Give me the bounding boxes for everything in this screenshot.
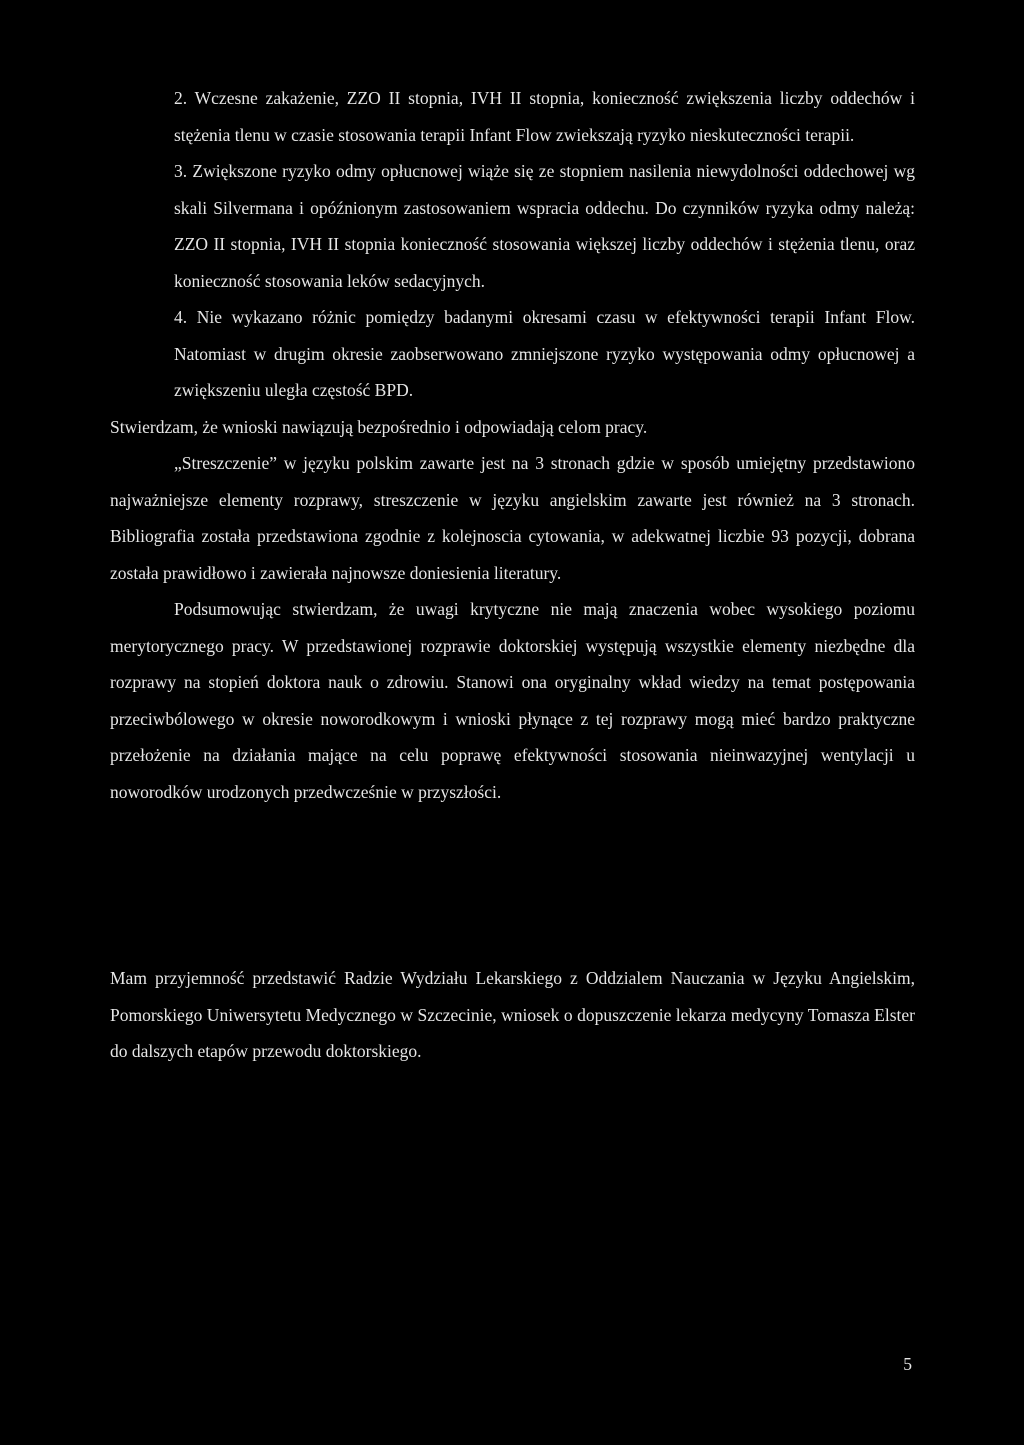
conclusion-item-2: 2. Wczesne zakażenie, ZZO II stopnia, IVH II stopnia, konieczność zwiększenia liczby oddechów i stężenia tlenu w czasie stosowania terapii Infant Flow zwiekszają ryzyko nieskuteczności terapii.: [174, 88, 915, 145]
conclusions-list: [110, 80, 915, 810]
conclusions-statement: Stwierdzam, że wnioski nawiązują bezpośrednio i odpowiadają celom pracy.: [110, 416, 648, 437]
page-number: 5: [903, 1354, 912, 1374]
final-request-block: [110, 960, 915, 1070]
final-request-paragraph: Mam przyjemność przedstawić Radzie Wydziału Lekarskiego z Oddzialem Nauczania w Języku Angielskim, Pomorskiego Uniwersytetu Medycznego w Szczecinie, wniosek o dopuszczenie lekarza medycyny Tomasza Elster do dalszych etapów przewodu doktorskiego.: [110, 968, 915, 1061]
conclusion-paragraph: Podsumowując stwierdzam, że uwagi krytyczne nie mają znaczenia wobec wysokiego poziomu merytorycznego pracy. W przedstawionej rozprawie doktorskiej występują wszystkie elementy niezbędne dla rozprawy na stopień doktora nauk o zdrowiu. Stanowi ona oryginalny wkład wiedzy na temat postępowania przeciwbólowego w okresie noworodkowym i wnioski płynące z tej rozprawy mogą mieć bardzo praktyczne przełożenie na działania mające na celu poprawę efektywności stosowania nieinwazyjnej wentylacji u noworodków urodzonych przedwcześnie w przyszłości.: [110, 599, 915, 802]
summary-paragraph: „Streszczenie” w języku polskim zawarte jest na 3 stronach gdzie w sposób umiejętny przedstawiono najważniejsze elementy rozprawy, streszczenie w języku angielskim zawarte jest również na 3 stronach. Bibliografia została przedstawiona zgodnie z kolejnoscia cytowania, w adekwatnej liczbie 93 pozycji, dobrana została prawidłowo i zawierała najnowsze doniesienia literatury.: [110, 453, 915, 583]
conclusion-item-3: 3. Zwiększone ryzyko odmy opłucnowej wiąże się ze stopniem nasilenia niewydolności oddechowej wg skali Silvermana i opóźnionym zastosowaniem wspracia oddechu. Do czynników ryzyka odmy należą: ZZO II stopnia, IVH II stopnia konieczność stosowania większej liczby oddechów i stężenia tlenu, oraz konieczność stosowania leków sedacyjnych.: [174, 161, 915, 291]
conclusion-item-4: 4. Nie wykazano różnic pomiędzy badanymi okresami czasu w efektywności terapii Infant Flow. Natomiast w drugim okresie zaobserwowano zmniejszone ryzyko występowania odmy opłucnowej a zwiększeniu uległa częstość BPD.: [174, 307, 915, 400]
